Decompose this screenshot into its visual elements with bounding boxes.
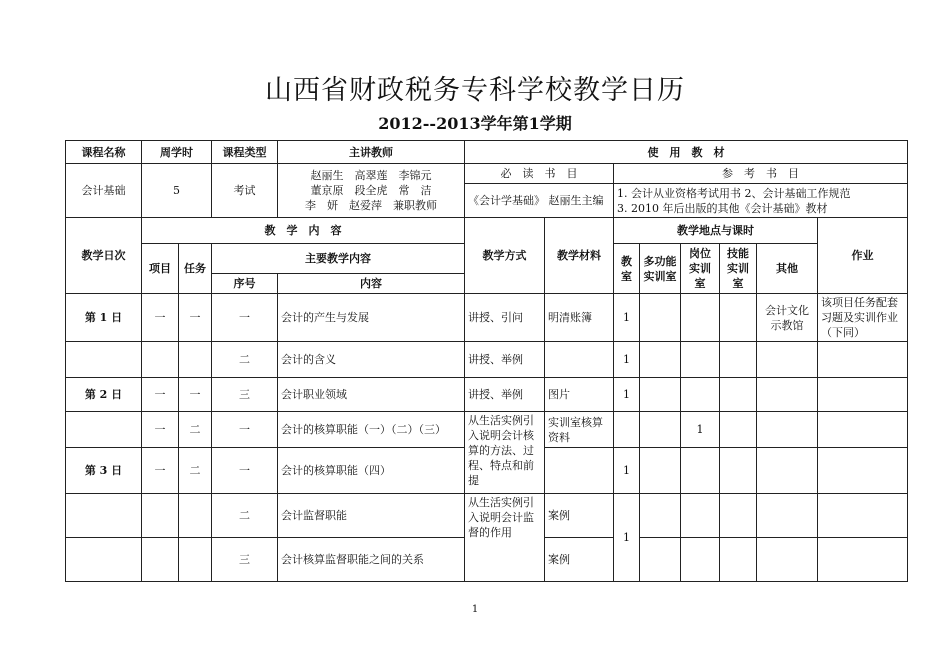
multi-room-cell (640, 412, 681, 448)
course-name-header: 课程名称 (66, 141, 142, 164)
table-row (66, 412, 908, 448)
method-header: 教学方式 (465, 218, 545, 294)
task-cell (179, 342, 212, 378)
multi-room-header: 多功能实训室 (640, 244, 681, 294)
table-row (66, 494, 908, 538)
homework-cell (818, 538, 908, 582)
lecturer-line: 李 妍 赵爱萍 兼职教师 (305, 199, 437, 212)
classroom-cell: 1 (614, 448, 640, 494)
post-room-cell (681, 378, 720, 412)
task-cell: 二 (179, 448, 212, 494)
material-cell (545, 448, 614, 494)
page-subtitle: 2012--2013学年第1学期 (378, 114, 572, 133)
day-cell (66, 412, 142, 448)
post-room-cell: 1 (681, 412, 720, 448)
content-header: 教 学 内 容 (142, 218, 465, 244)
method-cell: 从生活实例引入说明会计核算的方法、过程、特点和前提 (465, 412, 545, 494)
other-cell (757, 494, 818, 538)
multi-room-cell (640, 342, 681, 378)
skill-room-cell (720, 412, 757, 448)
multi-room-cell (640, 378, 681, 412)
content-cell: 会计的核算职能（一）（二）（三） (278, 412, 465, 448)
task-cell: 一 (179, 378, 212, 412)
homework-cell (818, 412, 908, 448)
course-type-value: 考试 (212, 164, 278, 218)
other-cell (757, 448, 818, 494)
lecturer-header: 主讲教师 (278, 141, 465, 164)
method-cell: 讲授、举例 (465, 378, 545, 412)
post-room-cell (681, 294, 720, 342)
material-cell: 案例 (545, 494, 614, 538)
other-header: 其他 (757, 244, 818, 294)
project-cell: 一 (142, 378, 179, 412)
classroom-cell: 1 (614, 378, 640, 412)
classroom-header: 教室 (614, 244, 640, 294)
method-cell: 讲授、举例 (465, 342, 545, 378)
seq-cell: 一 (212, 412, 278, 448)
location-header: 教学地点与课时 (614, 218, 818, 244)
skill-room-cell (720, 378, 757, 412)
homework-cell (818, 494, 908, 538)
day-cell (66, 538, 142, 582)
weekly-hours-value: 5 (142, 164, 212, 218)
material-cell: 图片 (545, 378, 614, 412)
method-cell: 从生活实例引入说明会计监督的作用 (465, 494, 545, 582)
material-cell (545, 342, 614, 378)
other-cell: 会计文化示教馆 (757, 294, 818, 342)
classroom-cell: 1 (614, 342, 640, 378)
table-row (66, 342, 908, 378)
schedule-header-row-1 (66, 218, 908, 244)
content-cell: 会计的核算职能（四） (278, 448, 465, 494)
content-cell: 会计的产生与发展 (278, 294, 465, 342)
classroom-cell: 1 (614, 294, 640, 342)
table-row (66, 378, 908, 412)
material-cell: 案例 (545, 538, 614, 582)
material-header: 教学材料 (545, 218, 614, 294)
post-room-cell (681, 448, 720, 494)
teaching-calendar-table (65, 140, 908, 582)
material-cell: 明清账簿 (545, 294, 614, 342)
skill-room-cell (720, 294, 757, 342)
main-content-header: 主要教学内容 (212, 244, 465, 274)
task-cell (179, 494, 212, 538)
seq-cell: 二 (212, 494, 278, 538)
day-cell: 第 3 日 (66, 448, 142, 494)
seq-cell: 三 (212, 538, 278, 582)
page-title: 山西省财政税务专科学校教学日历 (265, 75, 685, 106)
homework-cell (818, 342, 908, 378)
day-cell: 第 2 日 (66, 378, 142, 412)
required-reading: 《会计学基础》 赵丽生主编 (465, 184, 614, 218)
weekly-hours-header: 周学时 (142, 141, 212, 164)
table-row (66, 294, 908, 342)
other-cell (757, 378, 818, 412)
seq-header: 序号 (212, 274, 278, 294)
task-cell (179, 538, 212, 582)
post-room-header: 岗位实训室 (681, 244, 720, 294)
multi-room-cell (640, 494, 681, 538)
other-cell (757, 412, 818, 448)
info-header-row (66, 141, 908, 164)
material-cell: 实训室核算资料 (545, 412, 614, 448)
info-row (66, 164, 908, 184)
method-cell: 讲授、引问 (465, 294, 545, 342)
reference-reading-label: 参 考 书 目 (614, 164, 908, 184)
seq-cell: 一 (212, 448, 278, 494)
post-room-cell (681, 494, 720, 538)
materials-header: 使 用 教 材 (465, 141, 908, 164)
content-cell: 会计监督职能 (278, 494, 465, 538)
project-header: 项目 (142, 244, 179, 294)
other-cell (757, 538, 818, 582)
homework-cell (818, 378, 908, 412)
seq-cell: 二 (212, 342, 278, 378)
project-cell (142, 342, 179, 378)
course-name-value: 会计基础 (66, 164, 142, 218)
task-cell: 一 (179, 294, 212, 342)
post-room-cell (681, 538, 720, 582)
post-room-cell (681, 342, 720, 378)
homework-header: 作业 (818, 218, 908, 294)
project-cell (142, 494, 179, 538)
homework-cell (818, 448, 908, 494)
multi-room-cell (640, 538, 681, 582)
page-number: 1 (471, 604, 479, 615)
skill-room-cell (720, 448, 757, 494)
other-cell (757, 342, 818, 378)
project-cell: 一 (142, 412, 179, 448)
reference-reading-list (614, 184, 908, 218)
project-cell: 一 (142, 294, 179, 342)
day-cell (66, 494, 142, 538)
content-col-header: 内容 (278, 274, 465, 294)
task-cell: 二 (179, 412, 212, 448)
project-cell (142, 538, 179, 582)
project-cell: 一 (142, 448, 179, 494)
content-cell: 会计的含义 (278, 342, 465, 378)
skill-room-header: 技能实训室 (720, 244, 757, 294)
classroom-cell (614, 412, 640, 448)
lecturer-list (278, 164, 465, 218)
skill-room-cell (720, 538, 757, 582)
seq-cell: 三 (212, 378, 278, 412)
lecturer-line: 赵丽生 高翠莲 李锦元 (310, 169, 432, 182)
content-cell: 会计核算监督职能之间的关系 (278, 538, 465, 582)
skill-room-cell (720, 342, 757, 378)
required-reading-label: 必 读 书 目 (465, 164, 614, 184)
multi-room-cell (640, 294, 681, 342)
course-type-header: 课程类型 (212, 141, 278, 164)
classroom-cell: 1 (614, 494, 640, 582)
skill-room-cell (720, 494, 757, 538)
task-header: 任务 (179, 244, 212, 294)
multi-room-cell (640, 448, 681, 494)
day-cell (66, 342, 142, 378)
seq-cell: 一 (212, 294, 278, 342)
reference-line: 1. 会计从业资格考试用书 2、会计基础工作规范 (617, 186, 851, 200)
lecturer-line: 董京原 段全虎 常 洁 (310, 184, 432, 197)
content-cell: 会计职业领域 (278, 378, 465, 412)
day-cell: 第 1 日 (66, 294, 142, 342)
reference-line: 3. 2010 年后出版的其他《会计基础》教材 (617, 201, 828, 215)
homework-cell: 该项目任务配套习题及实训作业（下同） (818, 294, 908, 342)
day-header: 教学日次 (66, 218, 142, 294)
